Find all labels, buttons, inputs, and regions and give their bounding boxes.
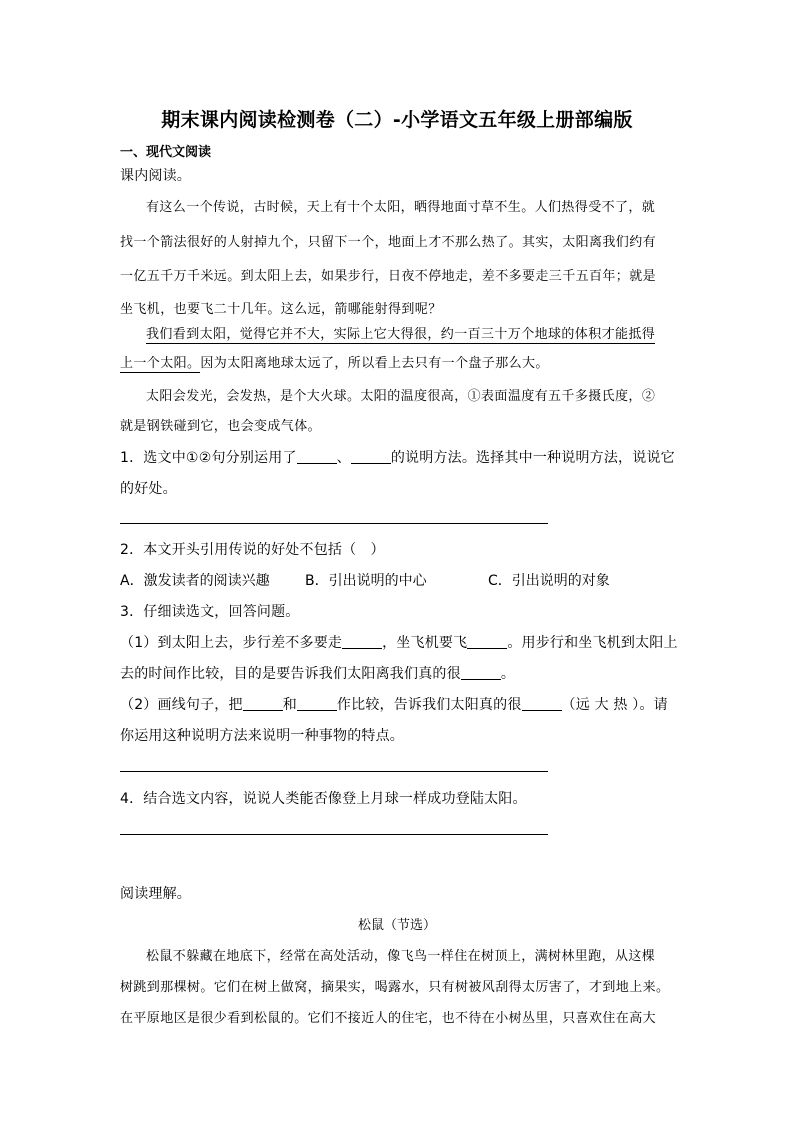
question-text: 和 <box>282 697 297 713</box>
passage1-line: 一亿五千万千米远。到太阳上去，如果步行，日夜不停地走，差不多要走三千五百年；就是 <box>120 269 657 284</box>
answer-blank[interactable] <box>297 449 337 464</box>
passage1-line: 有这么一个传说，古时候，天上有十个太阳，晒得地面寸草不生。人们热得受不了，就 <box>146 200 656 215</box>
circled-number-1: ① <box>467 389 482 404</box>
page-title: 期末课内阅读检测卷（二）-小学语文五年级上册部编版 <box>161 109 633 131</box>
question-text: （1）到太阳上去，步行差不多要走 <box>120 635 343 651</box>
answer-line[interactable] <box>120 834 548 835</box>
question-4: 4．结合选文内容，说说人类能否像登上月球一样成功登陆太阳。 <box>120 791 527 807</box>
section-heading: 一、现代文阅读 <box>120 145 212 160</box>
circled-number-1: ① <box>185 450 199 466</box>
question-1-cont: 的好处。 <box>120 481 177 497</box>
question-text: （2）画线句子，把 <box>120 697 243 713</box>
question-3-1-cont <box>120 663 515 683</box>
question-3-1 <box>120 632 678 652</box>
question-text: 。用步行和坐飞机到太阳上 <box>507 635 678 651</box>
question-text: 的说明方法。选择其中一种说明方法，说说它 <box>390 450 675 466</box>
question-text: ，坐飞机要飞 <box>382 635 468 651</box>
passage2-line: 在平原地区是很少看到松鼠的。它们不接近人的住宅，也不待在小树丛里，只喜欢住在高大 <box>120 1011 657 1026</box>
underlined-sentence <box>120 323 675 342</box>
answer-blank[interactable] <box>297 696 337 711</box>
question-2: 2．本文开头引用传说的好处不包括（ ） <box>120 542 385 558</box>
plain-text: 表面温度有五千多摄氏度， <box>481 389 642 404</box>
answer-blank[interactable] <box>461 665 501 680</box>
passage1-line: 就是钢铁碰到它，也会变成气体。 <box>120 419 322 434</box>
passage2-intro: 阅读理解。 <box>120 886 191 902</box>
question-text: 1．选文中 <box>120 450 186 466</box>
passage2-line: 树跳到那棵树。它们在树上做窝，摘果实，喝露水，只有树被风刮得太厉害了，才到地上来。 <box>120 980 670 995</box>
answer-blank[interactable] <box>467 634 507 649</box>
question-3-2-cont: 你运用这种说明方法来说明一种事物的特点。 <box>120 728 404 744</box>
passage2-line: 松鼠不躲藏在地底下，经常在高处活动，像飞鸟一样住在树顶上，满树林里跑，从这棵 <box>146 949 656 964</box>
passage2-title: 松鼠（节选） <box>357 918 436 933</box>
passage1-line <box>120 352 675 371</box>
plain-text: 太阳会发光，会发热，是个大火球。太阳的温度很高， <box>146 389 468 404</box>
question-text: 作比较，告诉我们太阳真的很 <box>336 697 522 713</box>
question-1 <box>120 447 675 467</box>
plain-text: 因为太阳离地球太远了，所以看上去只有一个盘子那么大。 <box>200 356 549 371</box>
underlined-text: 我们看到太阳，觉得它并不大，实际上它大得很，约一百三十万个地球的体积才能抵得 <box>146 327 656 342</box>
question-3-2 <box>120 694 668 714</box>
question-text: 。 <box>500 666 516 682</box>
answer-blank[interactable] <box>342 634 382 649</box>
answer-blank[interactable] <box>351 449 391 464</box>
option-b[interactable]: B．引出说明的中心 <box>305 573 427 589</box>
passage1-line <box>120 385 675 404</box>
underlined-text: 上一个太阳。 <box>120 356 201 371</box>
answer-blank[interactable] <box>243 696 283 711</box>
passage1-line: 坐飞机，也要飞二十几年。这么远，箭哪能射得到呢？ <box>120 302 442 317</box>
question-text: 、 <box>336 450 351 466</box>
answer-line[interactable] <box>120 771 548 772</box>
passage1-line: 找一个箭法很好的人射掉九个，只留下一个，地面上才不那么热了。其实，太阳离我们约有 <box>120 235 657 250</box>
option-c[interactable]: C．引出说明的对象 <box>488 573 610 589</box>
circled-number-2: ② <box>198 450 212 466</box>
question-text: 句分别运用了 <box>211 450 297 466</box>
question-3: 3．仔细读选文，回答问题。 <box>120 604 300 620</box>
answer-blank[interactable] <box>522 696 562 711</box>
question-text: 去的时间作比较，目的是要告诉我们太阳离我们真的很 <box>120 666 461 682</box>
circled-number-2: ② <box>641 389 656 404</box>
passage1-intro: 课内阅读。 <box>120 168 191 184</box>
answer-line[interactable] <box>120 523 548 524</box>
option-a[interactable]: A．激发读者的阅读兴趣 <box>120 573 270 589</box>
question-text: （远 大 热 ）。请 <box>561 697 668 713</box>
